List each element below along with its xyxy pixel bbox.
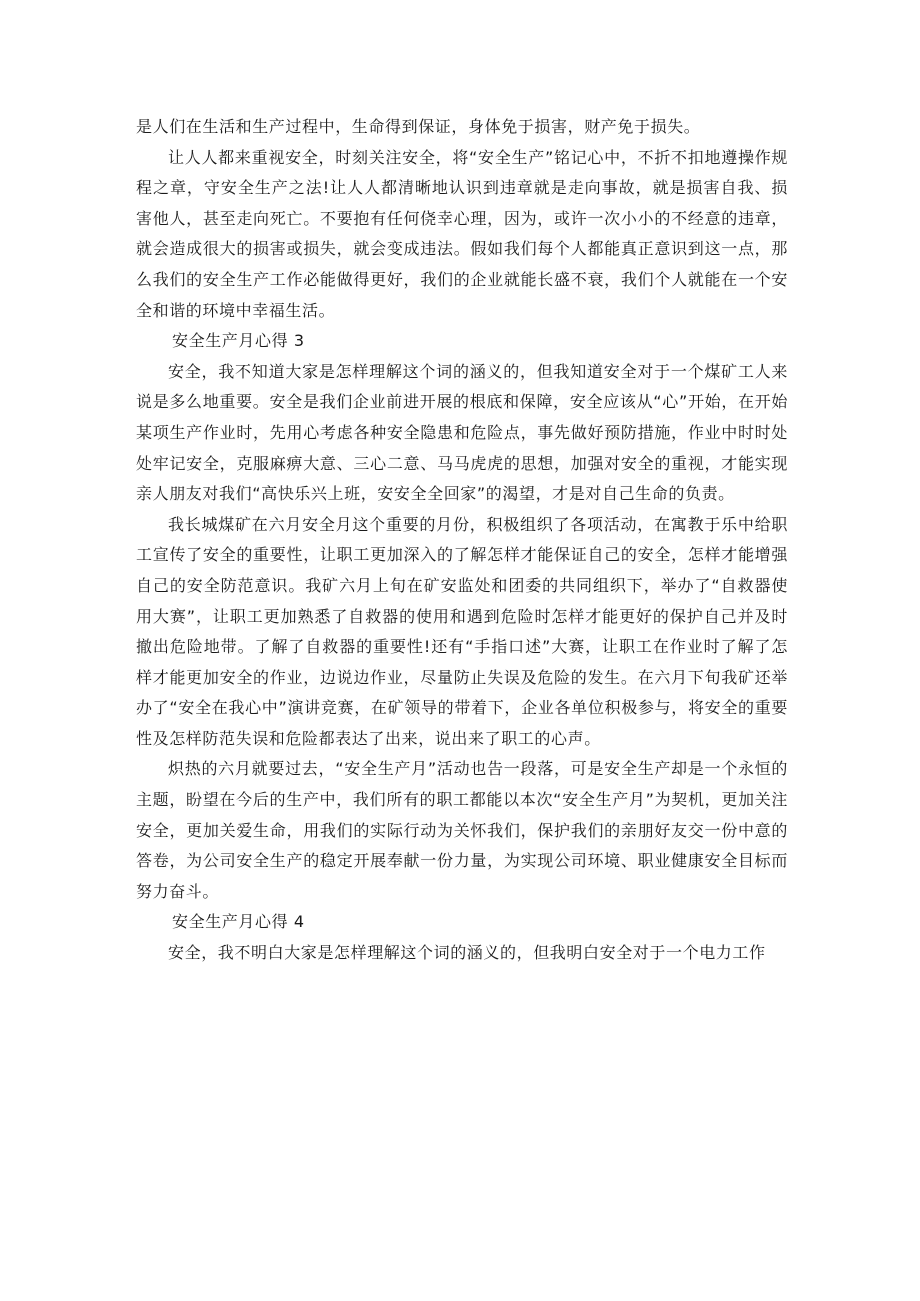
document-body — [136, 112, 788, 969]
paragraph-2: 让人人都来重视安全，时刻关注安全，将“安全生产”铭记心中，不折不扣地遵操作规程之章，守安全生产之法!让人人都清晰地认识到违章就是走向事故，就是损害自我、损害他人，甚至走向死亡。不要抱有任何侥幸心理，因为，或许一次小小的不经意的违章，就会造成很大的损害或损失，就会变成违法。假如我们每个人都能真正意识到这一点，那么我们的安全生产工作必能做得更好，我们的企业就能长盛不衰，我们个人就能在一个安全和谐的环境中幸福生活。 — [136, 147, 788, 320]
paragraph-6: 安全，我不明白大家是怎样理解这个词的涵义的，但我明白安全对于一个电力工作 — [168, 943, 766, 963]
paragraph-1: 是人们在生活和生产过程中，生命得到保证，身体免于损害，财产免于损失。 — [136, 117, 701, 136]
section-heading-4: 安全生产月心得 4 — [172, 912, 305, 932]
paragraph-5: 炽热的六月就要过去，“安全生产月”活动也告一段落，可是安全生产却是一个永恒的主题，盼望在今后的生产中，我们所有的职工都能以本次“安全生产月”为契机，更加关注安全，更加关爱生命，用我们的实际行动为关怀我们，保护我们的亲朋好友交一份中意的答卷，为公司安全生产的稳定开展奉献一份力量，为实现公司环境、职业健康安全目标而努力奋斗。 — [136, 759, 788, 901]
section-heading-3: 安全生产月心得 3 — [172, 331, 305, 351]
paragraph-4: 我长城煤矿在六月安全月这个重要的月份，积极组织了各项活动，在寓教于乐中给职工宣传了安全的重要性，让职工更加深入的了解怎样才能保证自己的安全，怎样才能增强自己的安全防范意识。我矿六月上旬在矿安监处和团委的共同组织下，举办了“自救器使用大赛”，让职工更加熟悉了自救器的使用和遇到危险时怎样才能更好的保护自己并及时撤出危险地带。了解了自救器的重要性!还有“手指口述”大赛，让职工在作业时了解了怎样才能更加安全的作业，边说边作业，尽量防止失误及危险的发生。在六月下旬我矿还举办了“安全在我心中”演讲竞赛，在矿领导的带着下，企业各单位积极参与，将安全的重要性及怎样防范失误和危险都表达了出来，说出来了职工的心声。 — [136, 514, 788, 748]
paragraph-3: 安全，我不知道大家是怎样理解这个词的涵义的，但我知道安全对于一个煤矿工人来说是多么地重要。安全是我们企业前进开展的根底和保障，安全应该从“心”开始，在开始某项生产作业时，先用心考虑各种安全隐患和危险点，事先做好预防措施，作业中时时处处牢记安全，克服麻痹大意、三心二意、马马虎虎的思想，加强对安全的重视，才能实现亲人朋友对我们“高快乐兴上班，安安全全回家”的渴望，才是对自己生命的负责。 — [136, 361, 788, 504]
